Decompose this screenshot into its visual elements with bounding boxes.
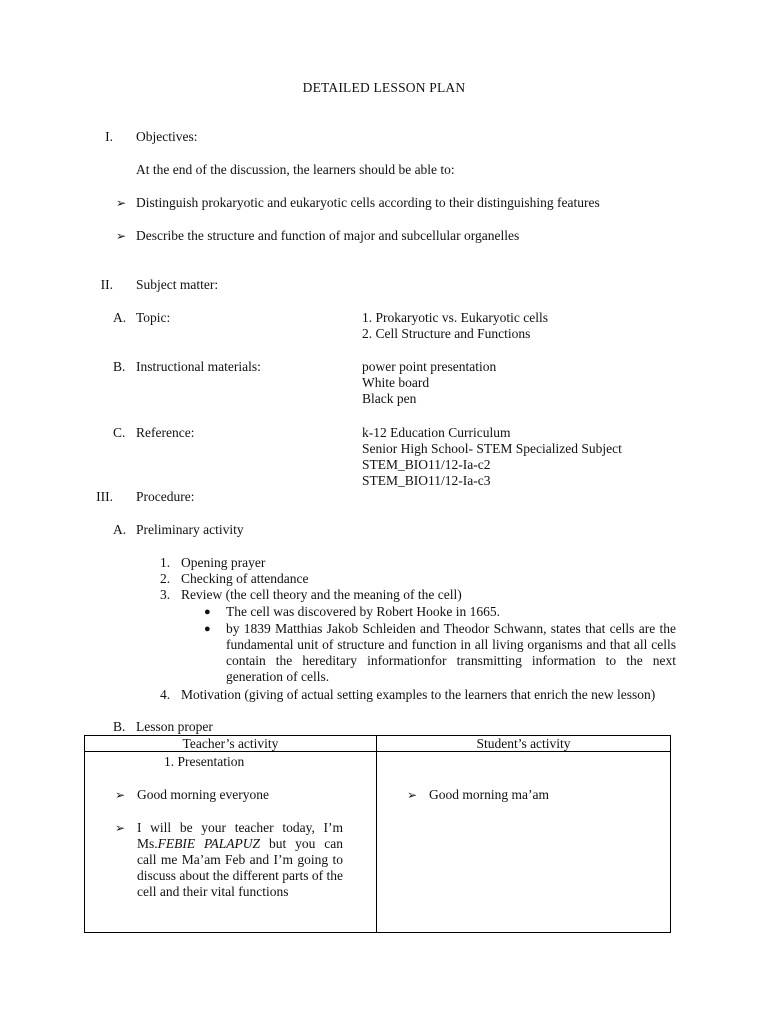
objectives-intro: At the end of the discussion, the learners should be able to: (136, 162, 455, 177)
step-number: 4. (160, 687, 171, 702)
bullet-dot-icon: ● (204, 606, 211, 618)
student-line: Good morning ma’am (429, 787, 549, 802)
page-title: DETAILED LESSON PLAN (302, 80, 466, 95)
table-header-row (85, 736, 671, 752)
step-number: 1. (160, 555, 171, 570)
teacher-line: I will be your teacher today, I’m Ms.FEBIE PALAPUZ but you can call me Ma’am Feb and I’m going to discuss about the different parts of the cell and their vital functions (137, 820, 343, 899)
teacher-line: Good morning everyone (137, 787, 269, 802)
materials-value: Black pen (362, 391, 417, 406)
step-number: 3. (160, 587, 171, 602)
activity-table (84, 735, 671, 933)
preliminary-activity-label: Preliminary activity (136, 522, 244, 537)
step-text: Motivation (giving of actual setting examples to the learners that enrich the new lesson) (181, 687, 656, 702)
arrow-bullet-icon: ➢ (116, 229, 127, 243)
bullet-dot-icon: ● (204, 623, 211, 635)
arrow-bullet-icon: ➢ (116, 196, 127, 210)
objective-item: Distinguish prokaryotic and eukaryotic cells according to their distinguishing features (136, 195, 600, 210)
reference-value: STEM_BIO11/12-Ia-c3 (362, 473, 491, 488)
topic-value: 1. Prokaryotic vs. Eukaryotic cells (362, 310, 548, 325)
teacher-activity-cell (85, 752, 377, 933)
step-text: Checking of attendance (181, 571, 309, 586)
topic-label: Topic: (136, 310, 171, 325)
review-point: by 1839 Matthias Jakob Schleiden and Theodor Schwann, states that cells are the fundamental unit of structure and function in all living organisms and that all cells contain the hereditary informationfor transmitting information to the next generation of cells. (226, 621, 676, 684)
section-heading: Subject matter: (136, 277, 219, 292)
teacher-activity-header: Teacher’s activity (85, 736, 377, 752)
reference-label: Reference: (136, 425, 195, 440)
student-activity-header: Student’s activity (377, 736, 671, 752)
step-text: Review (the cell theory and the meaning of the cell) (181, 587, 462, 602)
arrow-bullet-icon: ➢ (407, 788, 418, 802)
teacher-name: FEBIE PALAPUZ (157, 836, 261, 851)
reference-value: Senior High School- STEM Specialized Subject (362, 441, 622, 456)
section-numeral: I. (105, 129, 113, 144)
item-letter: B. (113, 719, 126, 734)
step-number: 2. (160, 571, 171, 586)
student-activity-cell (377, 752, 671, 933)
topic-value: 2. Cell Structure and Functions (362, 326, 531, 341)
item-letter: C. (113, 425, 126, 440)
item-letter: B. (113, 359, 126, 374)
objective-item: Describe the structure and function of major and subcellular organelles (136, 228, 520, 243)
item-letter: A. (113, 522, 127, 537)
review-point: The cell was discovered by Robert Hooke in 1665. (226, 604, 501, 619)
lesson-proper-label: Lesson proper (136, 719, 213, 734)
reference-value: k-12 Education Curriculum (362, 425, 511, 440)
arrow-bullet-icon: ➢ (115, 788, 126, 802)
section-numeral: III. (96, 489, 113, 504)
presentation-step: 1. Presentation (164, 754, 245, 769)
materials-value: White board (362, 375, 430, 390)
step-text: Opening prayer (181, 555, 266, 570)
table-row (85, 752, 671, 933)
section-numeral: II. (100, 277, 113, 292)
section-heading: Procedure: (136, 489, 195, 504)
item-letter: A. (113, 310, 127, 325)
section-heading: Objectives: (136, 129, 198, 144)
materials-value: power point presentation (362, 359, 497, 374)
arrow-bullet-icon: ➢ (115, 821, 126, 835)
reference-value: STEM_BIO11/12-Ia-c2 (362, 457, 491, 472)
materials-label: Instructional materials: (136, 359, 261, 374)
